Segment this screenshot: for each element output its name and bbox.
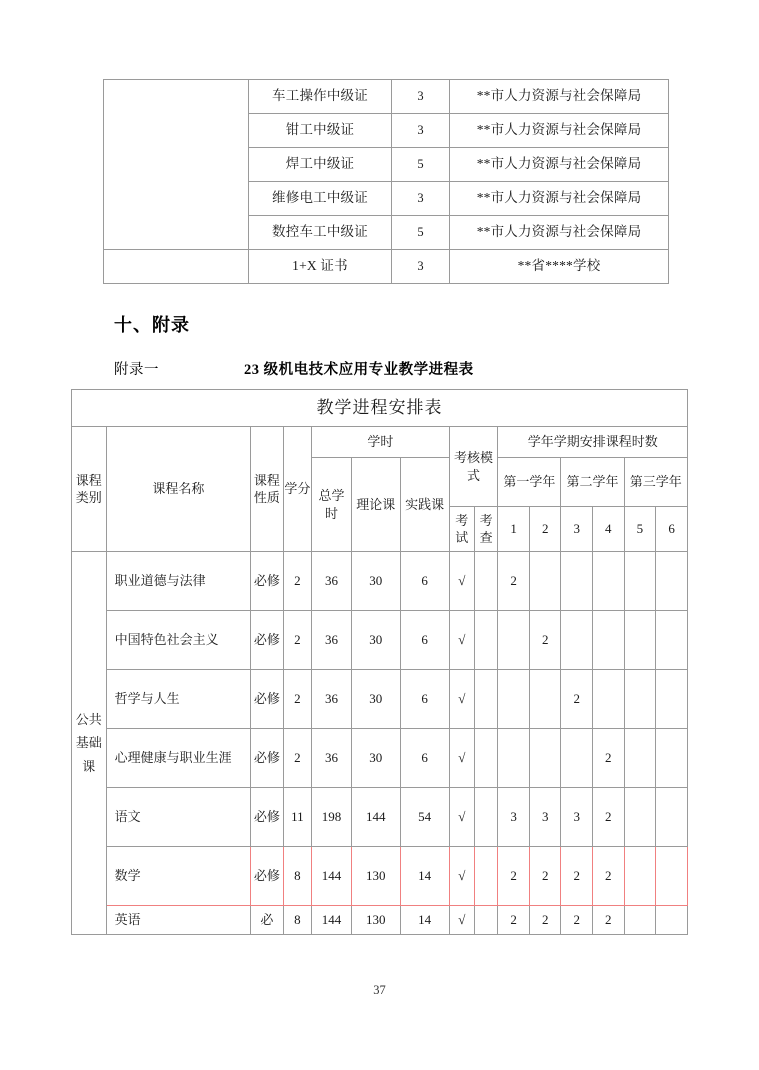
row-semester-3: 3 xyxy=(561,788,593,847)
row-practice-hours: 6 xyxy=(400,552,449,611)
row-course-nature: 必 xyxy=(251,906,284,935)
row-total-hours: 36 xyxy=(312,729,352,788)
row-practice-hours: 6 xyxy=(400,670,449,729)
cert-credit: 5 xyxy=(392,148,450,182)
header-exam-label: 考试 xyxy=(455,512,469,545)
row-credits: 11 xyxy=(283,788,311,847)
appendix-label: 附录一 xyxy=(114,362,159,378)
certificate-table-body xyxy=(104,80,669,284)
row-theory-hours: 30 xyxy=(351,729,400,788)
row-credits: 2 xyxy=(283,552,311,611)
header-check xyxy=(474,507,497,552)
row-theory-hours: 130 xyxy=(351,906,400,935)
header-semester-4: 4 xyxy=(593,507,625,552)
header-year-3-label: 第三学年 xyxy=(629,474,682,490)
row-semester-4 xyxy=(593,611,625,670)
row-check-mark xyxy=(474,788,497,847)
row-semester-3 xyxy=(561,611,593,670)
table-row xyxy=(72,552,688,611)
row-semester-6 xyxy=(656,788,688,847)
page-title: 十、附录 xyxy=(114,315,190,335)
row-semester-5 xyxy=(624,729,656,788)
header-category-label: 课程类别 xyxy=(75,472,102,505)
row-semester-4: 2 xyxy=(593,906,625,935)
row-practice-hours: 14 xyxy=(400,847,449,906)
row-semester-4: 2 xyxy=(593,729,625,788)
schedule-title: 教学进程安排表 xyxy=(72,390,688,427)
row-credits: 2 xyxy=(283,670,311,729)
header-assessment-mode-label: 考核模式 xyxy=(453,450,493,483)
table-row xyxy=(104,80,669,114)
row-semester-6 xyxy=(656,906,688,935)
header-assessment-mode xyxy=(449,427,498,507)
row-course-name: 英语 xyxy=(106,906,251,935)
row-semester-4 xyxy=(593,552,625,611)
row-semester-6 xyxy=(656,552,688,611)
row-course-name: 数学 xyxy=(106,847,251,906)
row-semester-3 xyxy=(561,552,593,611)
header-exam xyxy=(449,507,474,552)
row-semester-2: 2 xyxy=(529,847,561,906)
row-semester-1 xyxy=(498,729,530,788)
cert-credit: 3 xyxy=(392,114,450,148)
cert-issuer: **省****学校 xyxy=(450,250,669,284)
row-course-name: 心理健康与职业生涯 xyxy=(106,729,251,788)
header-semester-2: 2 xyxy=(529,507,561,552)
cert-credit: 3 xyxy=(392,80,450,114)
cert-issuer: **市人力资源与社会保障局 xyxy=(450,216,669,250)
row-total-hours: 144 xyxy=(312,847,352,906)
row-credits: 2 xyxy=(283,611,311,670)
header-credits-label: 学分 xyxy=(284,481,311,497)
row-course-nature: 必修 xyxy=(251,611,284,670)
row-category: 公共基础课 xyxy=(72,552,107,935)
row-semester-2: 2 xyxy=(529,611,561,670)
row-exam-mark: √ xyxy=(449,847,474,906)
table-row xyxy=(72,729,688,788)
row-credits: 8 xyxy=(283,906,311,935)
header-semester-group xyxy=(498,427,688,458)
cert-issuer: **市人力资源与社会保障局 xyxy=(450,182,669,216)
row-practice-hours: 54 xyxy=(400,788,449,847)
row-semester-3: 2 xyxy=(561,847,593,906)
row-course-nature: 必修 xyxy=(251,847,284,906)
row-semester-2: 2 xyxy=(529,906,561,935)
schedule-header-row-1 xyxy=(72,427,688,458)
header-theory-hours-label: 理论课 xyxy=(356,496,396,512)
header-total-hours-label: 总学时 xyxy=(318,488,345,521)
header-course-name-label: 课程名称 xyxy=(152,481,205,497)
row-semester-1 xyxy=(498,670,530,729)
header-class-hours xyxy=(312,427,449,458)
header-semester-5: 5 xyxy=(624,507,656,552)
row-course-nature: 必修 xyxy=(251,552,284,611)
row-check-mark xyxy=(474,670,497,729)
cert-credit: 5 xyxy=(392,216,450,250)
cert-name: 维修电工中级证 xyxy=(249,182,392,216)
row-semester-5 xyxy=(624,611,656,670)
header-year-1 xyxy=(498,458,561,507)
cert-issuer: **市人力资源与社会保障局 xyxy=(450,80,669,114)
row-course-name: 语文 xyxy=(106,788,251,847)
header-semester-1: 1 xyxy=(498,507,530,552)
header-year-3 xyxy=(624,458,687,507)
row-course-name: 中国特色社会主义 xyxy=(106,611,251,670)
row-semester-2 xyxy=(529,729,561,788)
cert-credit: 3 xyxy=(392,250,450,284)
cert-credit: 3 xyxy=(392,182,450,216)
appendix-title: 23 级机电技术应用专业教学进程表 xyxy=(244,362,474,378)
cert-blank-cell-last xyxy=(104,250,249,284)
row-check-mark xyxy=(474,729,497,788)
row-semester-5 xyxy=(624,670,656,729)
row-semester-3: 2 xyxy=(561,670,593,729)
row-semester-1 xyxy=(498,611,530,670)
schedule-title-row xyxy=(72,390,688,427)
row-exam-mark: √ xyxy=(449,788,474,847)
row-semester-1: 2 xyxy=(498,552,530,611)
row-course-name: 职业道德与法律 xyxy=(106,552,251,611)
cert-name: 1+X 证书 xyxy=(249,250,392,284)
header-semester-group-label: 学年学期安排课程时数 xyxy=(527,434,658,450)
row-course-nature: 必修 xyxy=(251,788,284,847)
row-theory-hours: 30 xyxy=(351,670,400,729)
row-semester-6 xyxy=(656,729,688,788)
row-check-mark xyxy=(474,611,497,670)
row-total-hours: 198 xyxy=(312,788,352,847)
page-number: 37 xyxy=(373,983,386,997)
table-row xyxy=(72,906,688,935)
header-total-hours xyxy=(312,458,352,552)
row-semester-6 xyxy=(656,611,688,670)
row-check-mark xyxy=(474,847,497,906)
row-semester-1: 2 xyxy=(498,906,530,935)
header-year-2-label: 第二学年 xyxy=(566,474,619,490)
cert-name: 焊工中级证 xyxy=(249,148,392,182)
row-semester-2 xyxy=(529,670,561,729)
header-practice-hours xyxy=(400,458,449,552)
row-credits: 8 xyxy=(283,847,311,906)
row-check-mark xyxy=(474,552,497,611)
row-semester-5 xyxy=(624,552,656,611)
row-check-mark xyxy=(474,906,497,935)
row-semester-3: 2 xyxy=(561,906,593,935)
table-row xyxy=(72,670,688,729)
row-semester-6 xyxy=(656,847,688,906)
row-semester-5 xyxy=(624,788,656,847)
row-semester-1: 3 xyxy=(498,788,530,847)
row-semester-4: 2 xyxy=(593,847,625,906)
row-semester-5 xyxy=(624,906,656,935)
table-row xyxy=(72,611,688,670)
row-semester-5 xyxy=(624,847,656,906)
header-course-nature xyxy=(251,427,284,552)
certificate-table xyxy=(103,79,669,284)
table-row xyxy=(104,250,669,284)
row-total-hours: 144 xyxy=(312,906,352,935)
header-theory-hours xyxy=(351,458,400,552)
cert-issuer: **市人力资源与社会保障局 xyxy=(450,114,669,148)
row-practice-hours: 6 xyxy=(400,729,449,788)
header-category xyxy=(72,427,107,552)
row-theory-hours: 144 xyxy=(351,788,400,847)
row-exam-mark: √ xyxy=(449,670,474,729)
table-row-highlighted xyxy=(72,847,688,906)
header-semester-6: 6 xyxy=(656,507,688,552)
header-course-name xyxy=(106,427,251,552)
table-row xyxy=(72,788,688,847)
cert-issuer: **市人力资源与社会保障局 xyxy=(450,148,669,182)
row-theory-hours: 30 xyxy=(351,552,400,611)
row-exam-mark: √ xyxy=(449,729,474,788)
row-semester-4 xyxy=(593,670,625,729)
header-year-2 xyxy=(561,458,624,507)
row-exam-mark: √ xyxy=(449,906,474,935)
row-semester-1: 2 xyxy=(498,847,530,906)
row-total-hours: 36 xyxy=(312,670,352,729)
row-total-hours: 36 xyxy=(312,611,352,670)
header-class-hours-label: 学时 xyxy=(367,434,394,450)
header-check-label: 考查 xyxy=(479,512,493,545)
row-semester-3 xyxy=(561,729,593,788)
row-theory-hours: 130 xyxy=(351,847,400,906)
cert-name: 车工操作中级证 xyxy=(249,80,392,114)
cert-blank-cell xyxy=(104,80,249,250)
header-credits xyxy=(283,427,311,552)
cert-name: 钳工中级证 xyxy=(249,114,392,148)
appendix-subtitle xyxy=(114,358,474,379)
header-semester-3: 3 xyxy=(561,507,593,552)
row-semester-2 xyxy=(529,552,561,611)
row-exam-mark: √ xyxy=(449,611,474,670)
row-semester-6 xyxy=(656,670,688,729)
row-course-nature: 必修 xyxy=(251,729,284,788)
header-year-1-label: 第一学年 xyxy=(503,474,556,490)
row-credits: 2 xyxy=(283,729,311,788)
teaching-schedule-table xyxy=(71,389,688,935)
row-semester-2: 3 xyxy=(529,788,561,847)
row-course-nature: 必修 xyxy=(251,670,284,729)
header-course-nature-label: 课程性质 xyxy=(253,472,280,505)
row-semester-4: 2 xyxy=(593,788,625,847)
header-practice-hours-label: 实践课 xyxy=(405,496,445,512)
cert-name: 数控车工中级证 xyxy=(249,216,392,250)
row-practice-hours: 14 xyxy=(400,906,449,935)
row-theory-hours: 30 xyxy=(351,611,400,670)
row-exam-mark: √ xyxy=(449,552,474,611)
row-practice-hours: 6 xyxy=(400,611,449,670)
row-total-hours: 36 xyxy=(312,552,352,611)
row-course-name: 哲学与人生 xyxy=(106,670,251,729)
schedule-table-body xyxy=(72,390,688,935)
